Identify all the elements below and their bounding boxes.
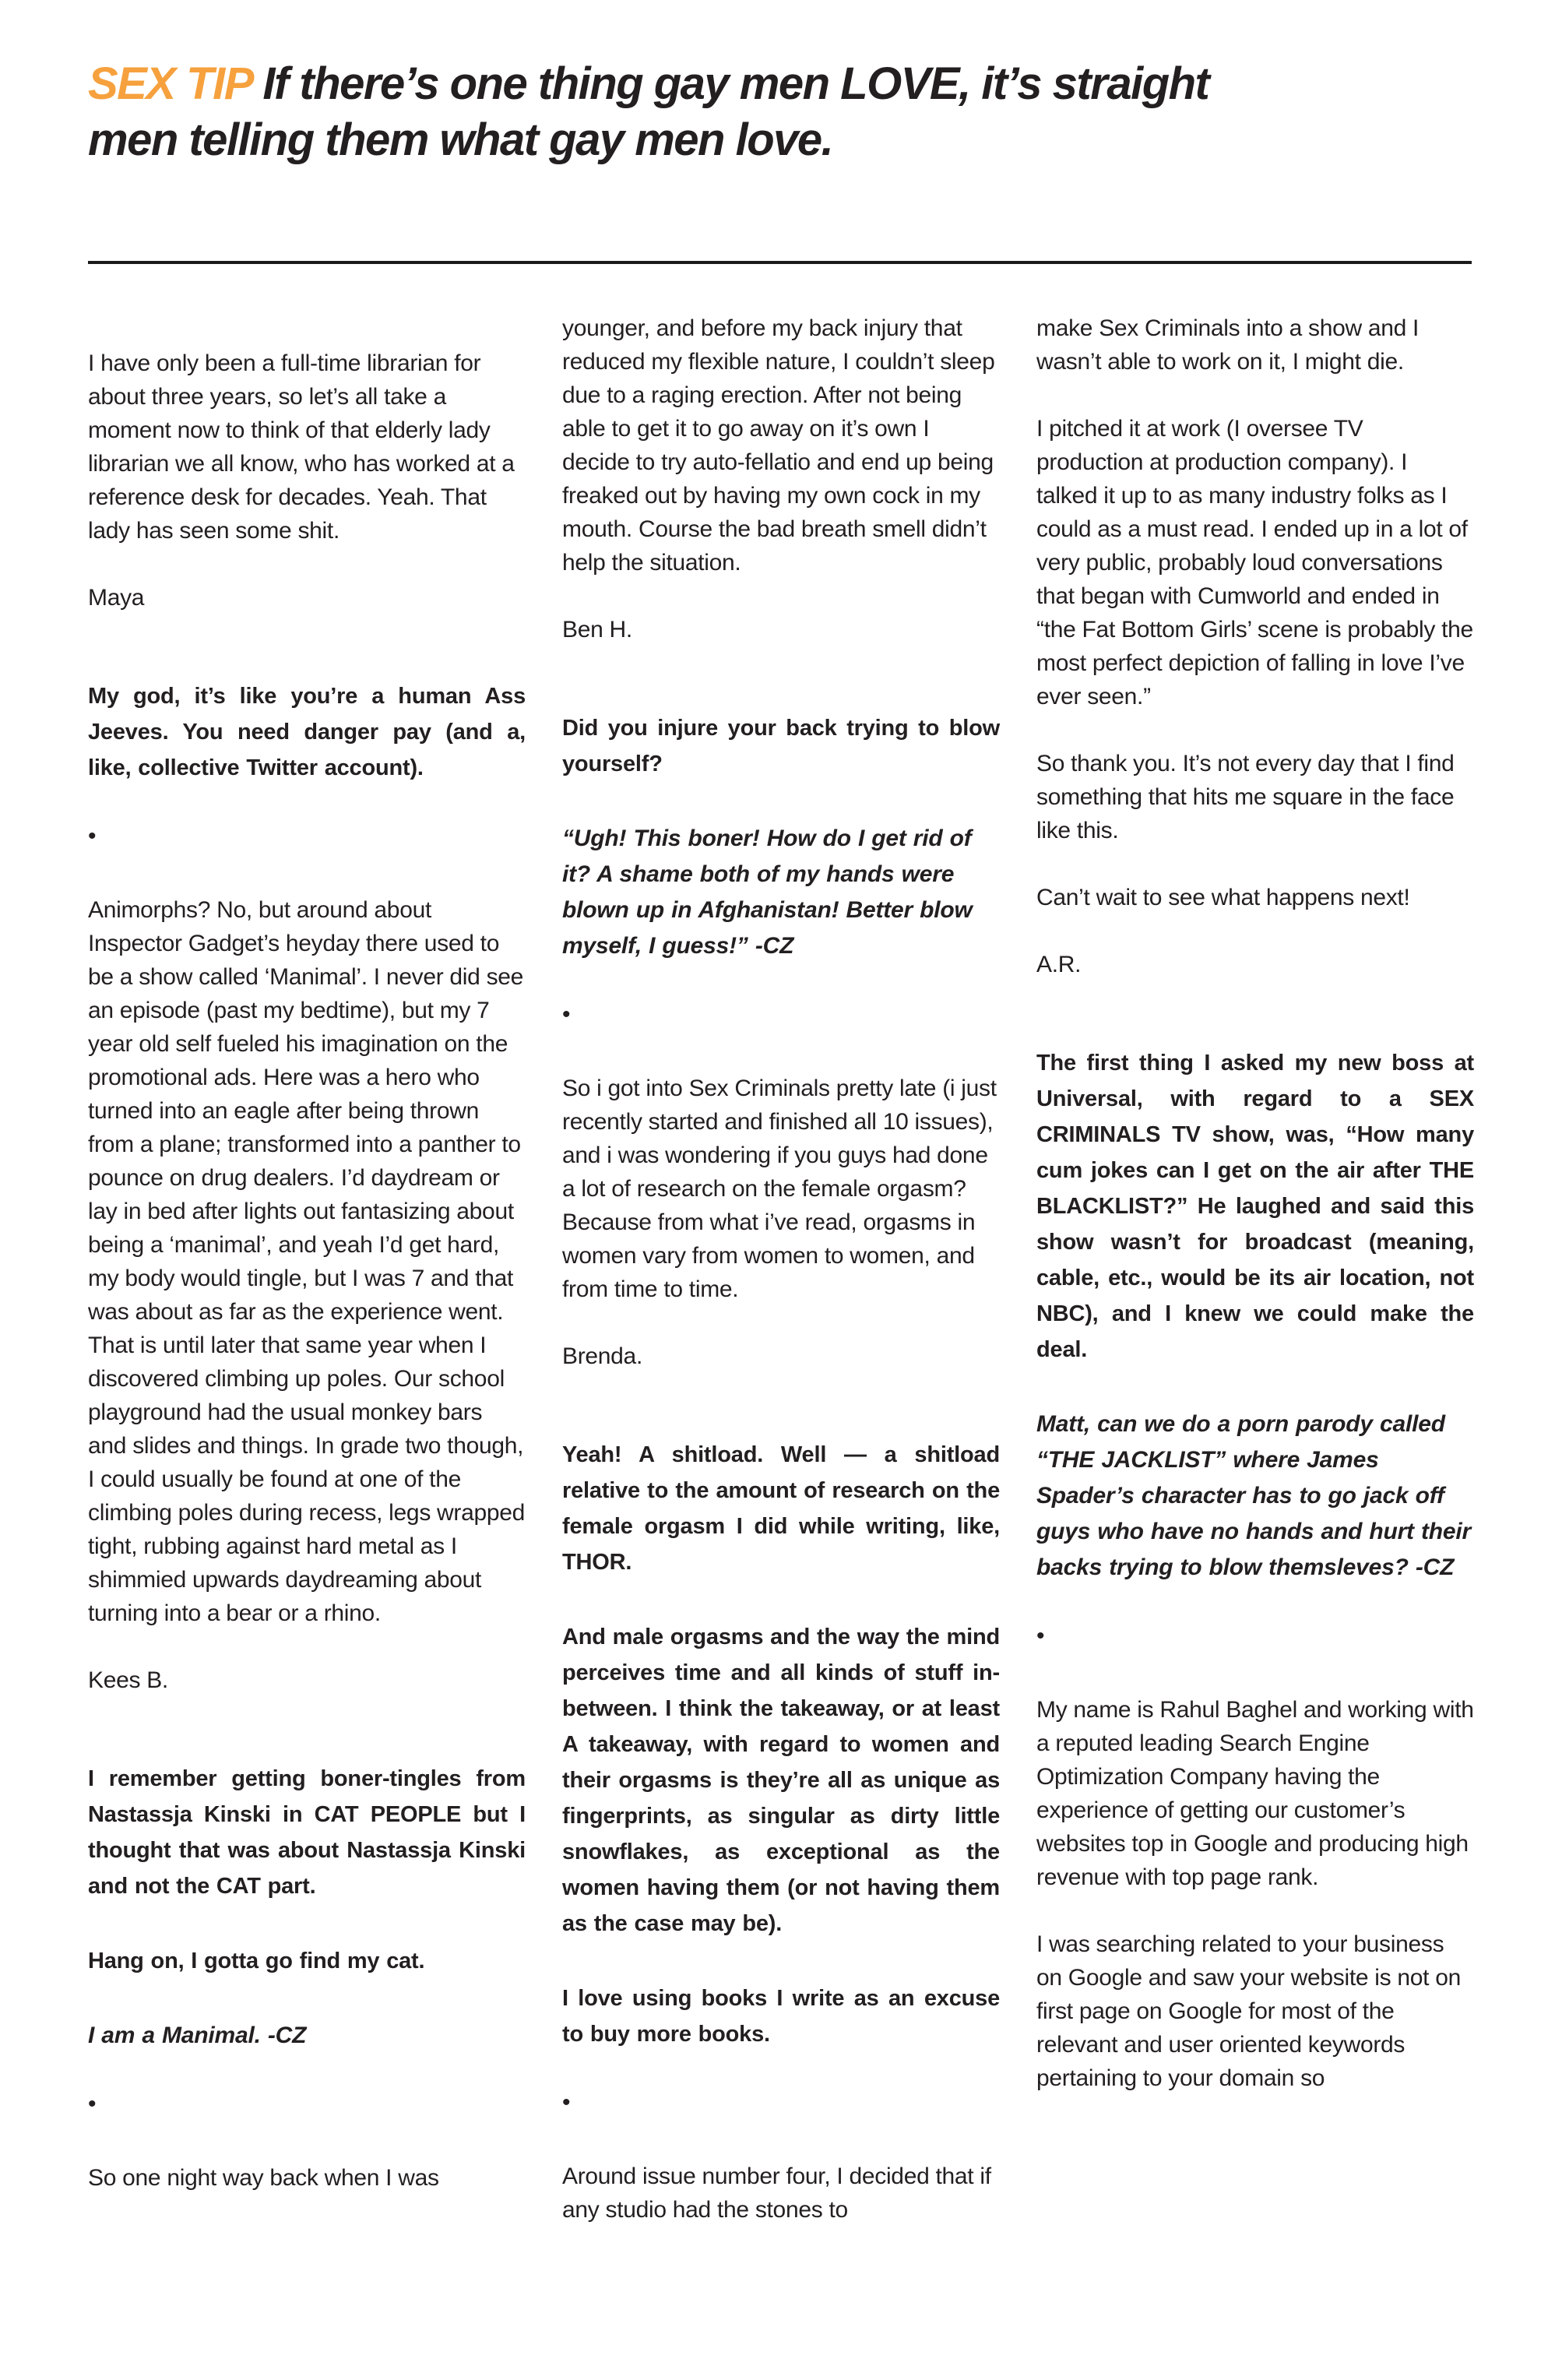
response-paragraph-italic: “Ugh! This boner! How do I get rid of it? A shame both of my hands were blown up in Afghanistan! Better blow myself, I guess!” -CZ (562, 826, 973, 959)
letters-columns (88, 312, 1475, 2260)
response-paragraph: Did you injure your back trying to blow yourself? (562, 716, 1000, 776)
letter-paragraph: My name is Rahul Baghel and working with a reputed leading Search Engine Optimization Company having the experience of getting our customer’s websites top in Google and producing high revenue with top page rank. (1036, 1697, 1474, 1890)
response-paragraph: I remember getting boner-tingles from Nastassja Kinski in CAT PEOPLE but I thought that was about Nastassja Kinski and not the CAT part. (88, 1766, 526, 1899)
response-paragraph: Hang on, I gotta go find my cat. (88, 1949, 425, 1973)
letter-paragraph: I was searching related to your business on Google and saw your website is not on first page on Google for most of the relevant and user oriented keywords pertaining to your domain so (1036, 1931, 1462, 2091)
response-paragraph: Yeah! A shitload. Well — a shitload relative to the amount of research on the female orgasm I did while writing, like, THOR. (562, 1442, 1000, 1575)
bullet-separator: • (88, 823, 97, 849)
letter-paragraph: I have only been a full-time librarian for about three years, so let’s all take a moment now to think of that elderly lady librarian we all know, who has worked at a reference desk for decades. Yeah. That lady has seen some shit. (88, 350, 515, 544)
response-paragraph: My god, it’s like you’re a human Ass Jeeves. You need danger pay (and a, like, collective Twitter account). (88, 684, 526, 780)
response-paragraph: And male orgasms and the way the mind perceives time and all kinds of stuff in-between. I think the takeaway, or at least A takeaway, with regard to women and their orgasms is they’re all as unique as fingerprints, as singular as dirty little snowflakes, as exceptional as the women having them (or not having them as the case may be). (562, 1625, 1000, 1936)
response-paragraph-italic: I am a Manimal. -CZ (88, 2023, 307, 2048)
letter-paragraph: Can’t wait to see what happens next! (1036, 885, 1410, 910)
letter-paragraph: So one night way back when I was (88, 2165, 439, 2191)
author-name: Brenda. (562, 1343, 642, 1369)
column-3 (1036, 312, 1474, 2128)
letter-paragraph: make Sex Criminals into a show and I wasn’t able to work on it, I might die. (1036, 315, 1420, 375)
response-paragraph: The first thing I asked my new boss at Universal, with regard to a SEX CRIMINALS TV show, was, “How many cum jokes can I get on the air after THE BLACKLIST?” He laughed and said this show wasn’t for broadcast (meaning, cable, etc., would be its air location, not NBC), and I knew we could make the deal. (1036, 1051, 1474, 1362)
author-name: Maya (88, 585, 145, 611)
sex-tip-label: SEX TIP (88, 58, 252, 109)
letter-paragraph: Animorphs? No, but around about Inspector Gadget’s heyday there used to be a show called ‘Manimal’. I never did see an episode (past my bedtime), but my 7 year old self fueled his imagination on the promotional ads. Here was a hero who turned into an eagle after being thrown from a plane; transformed into a panther to pounce on drug dealers. I’d daydream or lay in bed after lights out fantasizing about being a ‘manimal’, and yeah I’d get hard, my body would tingle, but I was 7 and that was about as far as the experience went. That is until later that same year when I discovered climbing up poles. Our school playground had the usual monkey bars and slides and things. In grade two though, I could usually be found at one of the climbing poles during recess, legs wrapped tight, rubbing against hard metal as I shimmied upwards daydreaming about turning into a bear or a rhino. (88, 897, 526, 1626)
page-title-line1: If there’s one thing gay men LOVE, it’s straight (262, 58, 1209, 109)
author-name: A.R. (1036, 952, 1082, 977)
letter-paragraph: I pitched it at work (I oversee TV production at production company). I talked it up to as many industry folks as I could as a must read. I ended up in a lot of very public, probably loud conversations that began with Cumworld and ended in “the Fat Bottom Girls’ scene is probably the most perfect depiction of falling in love I’ve ever seen.” (1036, 416, 1473, 709)
column-1 (88, 312, 526, 2228)
author-name: Kees B. (88, 1667, 168, 1693)
page-title-line2: men telling them what gay men love. (88, 114, 833, 165)
author-name: Ben H. (562, 617, 632, 643)
letter-paragraph: So thank you. It’s not every day that I find something that hits me square in the face like this. (1036, 751, 1455, 843)
bullet-separator: • (88, 2091, 97, 2117)
response-paragraph-italic: Matt, can we do a porn parody called “THE JACKLIST” where James Spader’s character has to go jack off guys who have no hands and hurt their backs trying to blow themsleves? -CZ (1036, 1411, 1471, 1580)
bullet-separator: • (562, 1002, 571, 1027)
letter-paragraph: Around issue number four, I decided that if any studio had the stones to (562, 2163, 991, 2223)
letter-paragraph: So i got into Sex Criminals pretty late (i just recently started and finished all 10 issues), and i was wondering if you guys had done a lot of research on the female orgasm? Because from what i’ve read, orgasms in women vary from women to women, and from time to time. (562, 1076, 997, 1302)
page-title (88, 56, 1490, 168)
bullet-separator: • (562, 2090, 571, 2115)
letter-paragraph: younger, and before my back injury that reduced my flexible nature, I couldn’t sleep due to a raging erection. After not being able to get it to go away on it’s own I decide to try auto-fellatio and end up being freaked out by having my own cock in my mouth. Course the bad breath smell didn’t help the situation. (562, 315, 995, 576)
column-2 (562, 312, 1000, 2260)
bullet-separator: • (1036, 1623, 1045, 1649)
response-paragraph: I love using books I write as an excuse to buy more books. (562, 1986, 1000, 2047)
horizontal-divider (88, 261, 1472, 264)
